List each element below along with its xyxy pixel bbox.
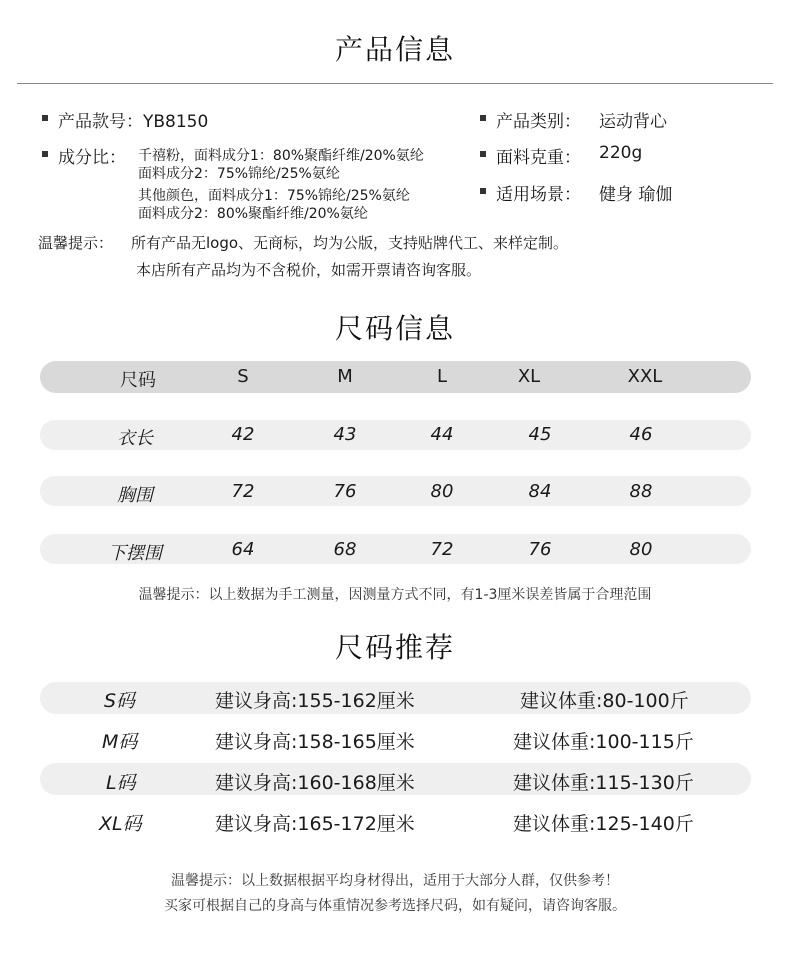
notice-line-1: 所有产品无logo、无商标，均为公版，支持贴牌代工、来样定制。 [131,234,569,252]
size-info-tip: 温馨提示：以上数据为手工测量，因测量方式不同，有1-3厘米误差皆属于合理范围 [138,587,652,603]
bullet-icon [480,151,486,157]
table-cell: 88 [629,481,653,502]
size-header-label: 尺码 [120,370,156,391]
size-header-l: L [436,366,448,387]
table-cell: 42 [231,424,255,445]
table-cell: 43 [333,424,357,445]
table-cell: 64 [231,539,255,560]
product-info-title: 产品信息 [334,33,455,66]
category-row [496,107,581,132]
composition-line-2: 面料成分2：75%锦纶/25%氨纶 [138,166,340,182]
bullet-icon [480,115,486,121]
table-cell: 76 [333,481,357,502]
table-cell: 45 [528,424,552,445]
model-value: YB8150 [143,112,209,132]
recommend-weight: 建议体重:115-130斤 [513,772,694,794]
recommend-tip-line-2: 买家可根据自己的身高与体重情况参考选择尺码，如有疑问，请咨询客服。 [164,898,626,914]
model-row [58,107,208,132]
bullet-icon [42,115,48,121]
size-header-m: M [337,366,353,387]
weight-label: 面料克重： [496,148,581,168]
recommend-size: S码 [104,690,136,712]
weight-value: 220g [599,143,643,163]
table-cell: 76 [528,539,552,560]
recommend-height: 建议身高:160-168厘米 [215,772,415,794]
row-name-length: 衣长 [117,428,153,449]
scene-value: 健身 瑜伽 [599,185,673,205]
notice-label: 温馨提示： [38,234,114,252]
recommend-size: L码 [106,772,136,794]
category-label: 产品类别： [496,112,581,132]
table-cell: 80 [629,539,653,560]
recommend-height: 建议身高:155-162厘米 [215,690,415,712]
table-cell: 72 [231,481,255,502]
table-cell: 44 [430,424,454,445]
row-name-chest: 胸围 [117,485,153,506]
recommend-tip-line-1: 温馨提示：以上数据根据平均身材得出，适用于大部分人群，仅供参考！ [171,873,619,889]
recommend-height: 建议身高:165-172厘米 [215,813,415,835]
recommend-height: 建议身高:158-165厘米 [215,731,415,753]
recommend-weight: 建议体重:125-140斤 [513,813,694,835]
composition-label: 成分比： [58,148,126,168]
size-recommend-title: 尺码推荐 [334,631,455,664]
row-name-hem: 下摆围 [108,543,162,564]
size-header-xl: XL [517,366,541,387]
bullet-icon [42,151,48,157]
scene-label: 适用场景： [496,185,581,205]
table-cell: 80 [430,481,454,502]
size-header-xxl: XXL [627,366,663,387]
model-label: 产品款号： [58,112,143,132]
size-info-title: 尺码信息 [334,312,455,345]
composition-line-1: 千禧粉，面料成分1：80%聚酯纤维/20%氨纶 [138,148,424,164]
composition-line-4: 面料成分2：80%聚酯纤维/20%氨纶 [138,206,368,222]
recommend-weight: 建议体重:80-100斤 [520,690,689,712]
recommend-size: XL码 [99,813,142,835]
table-cell: 46 [629,424,653,445]
notice-line-2: 本店所有产品均为不含税价，如需开票请咨询客服。 [136,261,482,279]
table-cell: 84 [528,481,552,502]
category-value: 运动背心 [599,112,667,132]
composition-line-3: 其他颜色，面料成分1：75%锦纶/25%氨纶 [138,188,410,204]
recommend-size: M码 [102,731,138,753]
table-cell: 68 [333,539,357,560]
table-cell: 72 [430,539,454,560]
size-header-s: S [237,366,249,387]
recommend-weight: 建议体重:100-115斤 [513,731,694,753]
section-divider [17,83,773,84]
bullet-icon [480,188,486,194]
